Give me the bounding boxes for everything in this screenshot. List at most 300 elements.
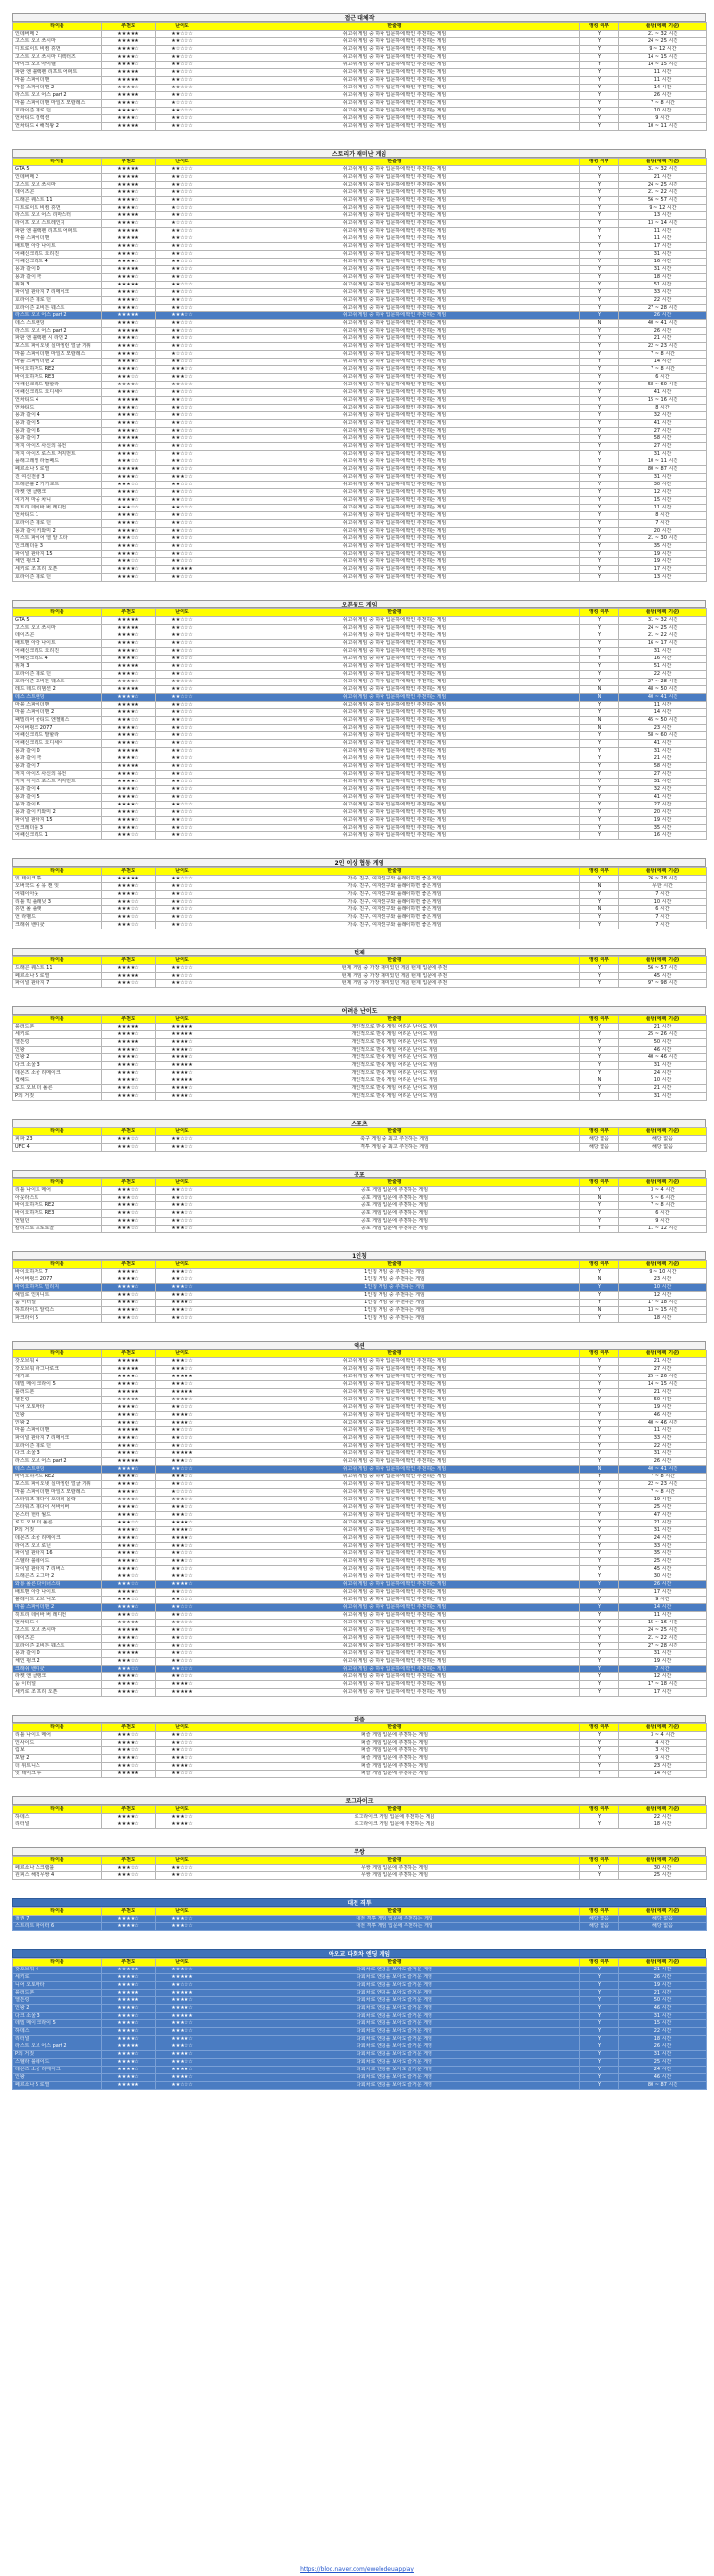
recommend-stars-cell: ★★★★★ bbox=[102, 1627, 156, 1635]
recommend-stars-cell: ★★★☆☆ bbox=[102, 1612, 156, 1620]
playtime-cell: 13 시간 bbox=[619, 212, 707, 220]
recommend-stars-cell: ★★★★☆ bbox=[102, 802, 156, 809]
difficulty-stars-cell: ★★☆☆☆ bbox=[156, 1673, 209, 1681]
difficulty-stars-cell: ★★☆☆☆ bbox=[156, 671, 209, 679]
recommend-stars-cell: ★★★★★ bbox=[102, 92, 156, 100]
table-row bbox=[13, 906, 707, 914]
table-row bbox=[13, 1031, 707, 1039]
playtime-cell: 21 시간 bbox=[619, 1990, 707, 1997]
game-title-cell: 용과 같이 5 bbox=[13, 420, 102, 428]
difficulty-stars-cell: ★★★☆☆ bbox=[156, 1916, 209, 1923]
ending-cell: Y bbox=[580, 1458, 619, 1466]
playtime-cell: 11 시간 bbox=[619, 505, 707, 512]
review-cell: 쉬고쉬 게임 중 하나 입문하에 딱인 추천하는 게임 bbox=[209, 1412, 580, 1420]
table-row bbox=[13, 1821, 707, 1829]
recommend-stars-cell: ★★★★☆ bbox=[102, 1497, 156, 1504]
ending-cell: Y bbox=[580, 289, 619, 297]
playtime-cell: 16 시간 bbox=[619, 832, 707, 840]
review-cell: 쉬고쉬 게임 중 하나 입문하에 딱인 추천하는 게임 bbox=[209, 1374, 580, 1381]
table-row bbox=[13, 1458, 707, 1466]
table-row bbox=[13, 1307, 707, 1315]
game-title-cell: 페르소나 5 로열 bbox=[13, 466, 102, 474]
game-title-cell: 림보 bbox=[13, 1747, 102, 1755]
review-cell: 퍼즐 게임 입문에 추천하는 게임 bbox=[209, 1771, 580, 1778]
ending-cell: Y bbox=[580, 671, 619, 679]
game-title-cell: 파이널 판타지 16 bbox=[13, 1550, 102, 1558]
review-cell: 쉬고쉬 게임 중 하나 입문하에 딱인 추천하는 게임 bbox=[209, 1435, 580, 1443]
game-title-cell: 칼리스토 프로토콜 bbox=[13, 1226, 102, 1233]
recommend-stars-cell: ★★★★☆ bbox=[102, 725, 156, 732]
review-cell: 개인적으로 반복 게임 어려운 난이도 게임 bbox=[209, 1024, 580, 1031]
section bbox=[12, 600, 706, 840]
game-title-cell: 용과 같이 5 bbox=[13, 794, 102, 802]
difficulty-stars-cell: ★★☆☆☆ bbox=[156, 123, 209, 131]
table-row bbox=[13, 1814, 707, 1821]
review-cell: 다회차로 엔딩을 보아도 즐거운 게임 bbox=[209, 2036, 580, 2043]
difficulty-stars-cell: ★★☆☆☆ bbox=[156, 466, 209, 474]
table-row bbox=[13, 1535, 707, 1543]
table-row bbox=[13, 1481, 707, 1489]
game-title-cell: 컵헤드 bbox=[13, 1077, 102, 1085]
column-header: 난이도 bbox=[156, 1350, 209, 1358]
recommend-stars-cell: ★★★★★ bbox=[102, 625, 156, 632]
recommend-stars-cell: ★★★★★ bbox=[102, 328, 156, 335]
recommend-stars-cell: ★★★☆☆ bbox=[102, 458, 156, 466]
table-row bbox=[13, 69, 707, 77]
recommend-stars-cell: ★★★★☆ bbox=[102, 1643, 156, 1650]
ending-cell: Y bbox=[580, 1412, 619, 1420]
difficulty-stars-cell: ★☆☆☆☆ bbox=[156, 100, 209, 108]
ending-cell: Y bbox=[580, 763, 619, 771]
playtime-cell: 24 ~ 25 시간 bbox=[619, 1627, 707, 1635]
section-title: 스포츠 bbox=[12, 1119, 706, 1127]
game-title-cell: 용과 같이 키와미 2 bbox=[13, 528, 102, 535]
difficulty-stars-cell: ★★☆☆☆ bbox=[156, 1481, 209, 1489]
recommend-stars-cell: ★★★☆☆ bbox=[102, 914, 156, 922]
difficulty-stars-cell: ★★☆☆☆ bbox=[156, 1658, 209, 1666]
playtime-cell: 17 시간 bbox=[619, 1689, 707, 1697]
review-cell: 쉬고쉬 게임 중 하나 입문하에 딱인 추천하는 게임 bbox=[209, 1466, 580, 1474]
difficulty-stars-cell: ★★☆☆☆ bbox=[156, 1195, 209, 1202]
table-row bbox=[13, 54, 707, 62]
game-title-cell: 배트맨 아캄 나이트 bbox=[13, 640, 102, 648]
game-title-cell: 호라이즌 제로 던 bbox=[13, 108, 102, 115]
playtime-cell: 15 ~ 16 시간 bbox=[619, 1620, 707, 1627]
ending-cell: N bbox=[580, 717, 619, 725]
review-cell: 쉬고쉬 게임 중 하나 입문하에 딱인 추천하는 게임 bbox=[209, 755, 580, 763]
difficulty-stars-cell: ★★★★☆ bbox=[156, 1527, 209, 1535]
difficulty-stars-cell: ★★★★☆ bbox=[156, 1054, 209, 1062]
game-title-cell: 고스트 오브 쓰시마 bbox=[13, 38, 102, 46]
review-cell: 쉬고쉬 게임 중 하나 입문하에 딱인 추천하는 게임 bbox=[209, 466, 580, 474]
playtime-cell: 31 시간 bbox=[619, 1527, 707, 1535]
ending-cell: Y bbox=[580, 166, 619, 174]
column-header: 타이틀 bbox=[13, 1128, 102, 1136]
difficulty-stars-cell: ★★☆☆☆ bbox=[156, 1627, 209, 1635]
review-cell: 개인적으로 반복 게임 어려운 난이도 게임 bbox=[209, 1085, 580, 1093]
difficulty-stars-cell: ★★☆☆☆ bbox=[156, 648, 209, 656]
table-row bbox=[13, 1620, 707, 1627]
game-title-cell: 다크 소울 3 bbox=[13, 1062, 102, 1070]
ending-cell: Y bbox=[580, 558, 619, 566]
ending-cell: Y bbox=[580, 740, 619, 748]
difficulty-stars-cell: ★★★☆☆ bbox=[156, 1558, 209, 1566]
review-cell: 쉬고쉬 게임 중 하나 입문하에 딱인 추천하는 게임 bbox=[209, 725, 580, 732]
game-title-cell: 어쌔신크리드 오디세이 bbox=[13, 389, 102, 397]
difficulty-stars-cell: ★★★☆☆ bbox=[156, 1814, 209, 1821]
playtime-cell: 7 ~ 8 시간 bbox=[619, 366, 707, 374]
recommend-stars-cell: ★★★★☆ bbox=[102, 1923, 156, 1931]
table-row bbox=[13, 1865, 707, 1872]
difficulty-stars-cell: ★★★☆☆ bbox=[156, 2059, 209, 2067]
footer-link[interactable]: https://blog.naver.com/ewelodeuapplay bbox=[300, 2566, 414, 2573]
ending-cell: Y bbox=[580, 1358, 619, 1366]
difficulty-stars-cell: ★★☆☆☆ bbox=[156, 794, 209, 802]
game-title-cell: 호라이즌 포비든 웨스트 bbox=[13, 1643, 102, 1650]
difficulty-stars-cell: ★★☆☆☆ bbox=[156, 389, 209, 397]
table-row bbox=[13, 558, 707, 566]
ending-cell: Y bbox=[580, 235, 619, 243]
game-title-cell: 파이널 판타지 15 bbox=[13, 817, 102, 825]
playtime-cell: 46 시간 bbox=[619, 2005, 707, 2013]
review-cell: 쉬고쉬 게임 중 하나 입문하에 딱인 추천하는 게임 bbox=[209, 1397, 580, 1404]
review-cell: 쉬고쉬 게임 중 하나 입문하에 딱인 추천하는 게임 bbox=[209, 566, 580, 574]
column-header: 영킹 여부 bbox=[580, 1016, 619, 1024]
ending-cell: Y bbox=[580, 1070, 619, 1077]
table-row bbox=[13, 2067, 707, 2074]
difficulty-stars-cell: ★★★★★ bbox=[156, 1974, 209, 1982]
table-row bbox=[13, 1054, 707, 1062]
game-title-cell: 휴먼 폴 플랫 bbox=[13, 906, 102, 914]
ending-cell: 해당 없음 bbox=[580, 1923, 619, 1931]
section-title: 접근 대체작 bbox=[12, 13, 706, 22]
difficulty-stars-cell: ★★☆☆☆ bbox=[156, 1666, 209, 1673]
difficulty-stars-cell: ★★★☆☆ bbox=[156, 1755, 209, 1763]
review-cell: 쉬고쉬 게임 중 하나 입문하에 딱인 추천하는 게임 bbox=[209, 1681, 580, 1689]
column-header: 추천도 bbox=[102, 1016, 156, 1024]
difficulty-stars-cell: ★★★☆☆ bbox=[156, 1497, 209, 1504]
difficulty-stars-cell: ★★☆☆☆ bbox=[156, 980, 209, 988]
game-title-cell: 바이오하자드 7 bbox=[13, 1269, 102, 1276]
playtime-cell: 18 시간 bbox=[619, 1821, 707, 1829]
difficulty-stars-cell: ★★☆☆☆ bbox=[156, 92, 209, 100]
recommend-stars-cell: ★★★★★ bbox=[102, 397, 156, 405]
ending-cell: Y bbox=[580, 786, 619, 794]
ending-cell: Y bbox=[580, 543, 619, 551]
difficulty-stars-cell: ★★☆☆☆ bbox=[156, 335, 209, 343]
table-row bbox=[13, 1269, 707, 1276]
ending-cell: Y bbox=[580, 1604, 619, 1612]
column-header: 플탐(에펙 기준) bbox=[619, 1261, 707, 1269]
playtime-cell: 31 시간 bbox=[619, 474, 707, 482]
playtime-cell: 23 시간 bbox=[619, 725, 707, 732]
ending-cell: 해당 없음 bbox=[580, 1144, 619, 1152]
difficulty-stars-cell: ★★☆☆☆ bbox=[156, 725, 209, 732]
playtime-cell: 27 시간 bbox=[619, 802, 707, 809]
playtime-cell: 31 시간 bbox=[619, 2013, 707, 2020]
ending-cell: Y bbox=[580, 512, 619, 520]
recommend-stars-cell: ★★★★☆ bbox=[102, 1269, 156, 1276]
difficulty-stars-cell: ★☆☆☆☆ bbox=[156, 220, 209, 228]
difficulty-stars-cell: ★★☆☆☆ bbox=[156, 574, 209, 582]
game-title-cell: 세키로 bbox=[13, 1974, 102, 1982]
table-row bbox=[13, 1443, 707, 1450]
table-row bbox=[13, 1916, 707, 1923]
review-cell: 개인적으로 반복 게임 어려운 난이도 게임 bbox=[209, 1047, 580, 1054]
playtime-cell: 45 시간 bbox=[619, 973, 707, 980]
playtime-cell: 46 시간 bbox=[619, 1412, 707, 1420]
game-title-cell: 세키로 조 프리 오픈 bbox=[13, 566, 102, 574]
table-row bbox=[13, 891, 707, 899]
ending-cell: Y bbox=[580, 1187, 619, 1195]
difficulty-stars-cell: ★★☆☆☆ bbox=[156, 891, 209, 899]
review-cell: 쉬고쉬 게임 중 하나 입문하에 딱인 추천하는 게임 bbox=[209, 535, 580, 543]
playtime-cell: 58 ~ 60 시간 bbox=[619, 732, 707, 740]
playtime-cell: 21 ~ 22 시간 bbox=[619, 189, 707, 197]
game-title-cell: 고스트 오브 쓰시마 디렉터즈 bbox=[13, 54, 102, 62]
review-cell: 대전 격투 게임 입문에 추천하는 게임 bbox=[209, 1916, 580, 1923]
review-cell: 다회차로 엔딩을 보아도 즐거운 게임 bbox=[209, 2059, 580, 2067]
playtime-cell: 31 시간 bbox=[619, 779, 707, 786]
game-title-cell: 스타워즈 제다이 서바이버 bbox=[13, 1504, 102, 1512]
table-row bbox=[13, 809, 707, 817]
game-title-cell: 라스트 오브 어스 part 2 bbox=[13, 2043, 102, 2051]
review-cell: 쉬고쉬 게임 중 하나 입문하에 딱인 추천하는 게임 bbox=[209, 382, 580, 389]
game-title-cell: 바이오하자드 RE3 bbox=[13, 1210, 102, 1218]
game-title-cell: 포스트 파이오넷 실마젤런 얼굴 가위 bbox=[13, 343, 102, 351]
playtime-cell: 31 시간 bbox=[619, 451, 707, 458]
table-row bbox=[13, 497, 707, 505]
difficulty-stars-cell: ★★★★☆ bbox=[156, 1300, 209, 1307]
difficulty-stars-cell: ★★☆☆☆ bbox=[156, 1982, 209, 1990]
game-title-cell: 세키로 bbox=[13, 1031, 102, 1039]
review-cell: 턴제 게임 중 가장 재미있던 게임 턴제 입문에 추천 bbox=[209, 980, 580, 988]
column-header: 추천도 bbox=[102, 1857, 156, 1865]
recommend-stars-cell: ★★★★★ bbox=[102, 466, 156, 474]
recommend-stars-cell: ★★★★☆ bbox=[102, 2028, 156, 2036]
review-cell: 격투 게임 중 최고 추천하는 게임 bbox=[209, 1144, 580, 1152]
difficulty-stars-cell: ★★★★★ bbox=[156, 1062, 209, 1070]
table-row bbox=[13, 235, 707, 243]
game-title-cell: 어쌔신크리드 1 bbox=[13, 832, 102, 840]
table-row bbox=[13, 1771, 707, 1778]
game-title-cell: 하프라이프 알릭스 bbox=[13, 1307, 102, 1315]
ending-cell: Y bbox=[580, 1558, 619, 1566]
difficulty-stars-cell: ★★☆☆☆ bbox=[156, 251, 209, 259]
section bbox=[12, 1796, 706, 1829]
playtime-cell: 3 시간 bbox=[619, 1747, 707, 1755]
ending-cell: Y bbox=[580, 802, 619, 809]
game-title-cell: 마블 스파이더맨 2 bbox=[13, 359, 102, 366]
playtime-cell: 20 시간 bbox=[619, 528, 707, 535]
ending-cell: Y bbox=[580, 1865, 619, 1872]
difficulty-stars-cell: ★★☆☆☆ bbox=[156, 832, 209, 840]
table-row bbox=[13, 197, 707, 205]
review-cell: 쉬고쉬 게임 중 하나 입문하에 딱인 추천하는 게임 bbox=[209, 1566, 580, 1573]
header-row bbox=[13, 957, 707, 965]
column-header: 플탐(에펙 기준) bbox=[619, 1128, 707, 1136]
playtime-cell: 11 시간 bbox=[619, 228, 707, 235]
game-title-cell: 여기저 마을 차니 bbox=[13, 497, 102, 505]
game-table bbox=[12, 1958, 707, 2090]
column-header: 영킹 여부 bbox=[580, 1857, 619, 1865]
recommend-stars-cell: ★★★★☆ bbox=[102, 1740, 156, 1747]
game-title-cell: 인크레더블 3 bbox=[13, 543, 102, 551]
game-title-cell: 갓오브워 4 bbox=[13, 1967, 102, 1974]
ending-cell: Y bbox=[580, 632, 619, 640]
recommend-stars-cell: ★★★★★ bbox=[102, 1967, 156, 1974]
game-table bbox=[12, 1350, 707, 1697]
game-title-cell: 니어 오토마타 bbox=[13, 1404, 102, 1412]
ending-cell: Y bbox=[580, 382, 619, 389]
game-title-cell: 데스 스트랜딩 bbox=[13, 694, 102, 702]
playtime-cell: 56 ~ 57 시간 bbox=[619, 197, 707, 205]
review-cell: 가족, 친구, 여자친구와 플레이하면 좋은 게임 bbox=[209, 899, 580, 906]
review-cell: 쉬고쉬 게임 중 하나 입문하에 딱인 추천하는 게임 bbox=[209, 1581, 580, 1589]
review-cell: 쉬고쉬 게임 중 하나 입문하에 딱인 추천하는 게임 bbox=[209, 420, 580, 428]
game-title-cell: 언틸던 bbox=[13, 1218, 102, 1226]
table-row bbox=[13, 1923, 707, 1931]
recommend-stars-cell: ★★★★★ bbox=[102, 763, 156, 771]
game-title-cell: 마블 스파이더맨 마일즈 모랄레스 bbox=[13, 351, 102, 359]
playtime-cell: 31 시간 bbox=[619, 1450, 707, 1458]
game-title-cell: 저지 아이즈 로스트 저지먼트 bbox=[13, 779, 102, 786]
column-header: 한줄평 bbox=[209, 159, 580, 166]
review-cell: 쉬고쉬 게임 중 하나 입문하에 딱인 추천하는 게임 bbox=[209, 443, 580, 451]
difficulty-stars-cell: ★★★★☆ bbox=[156, 1420, 209, 1427]
playtime-cell: 7 ~ 8 시간 bbox=[619, 1489, 707, 1497]
table-row bbox=[13, 1497, 707, 1504]
playtime-cell: 7 시간 bbox=[619, 922, 707, 929]
ending-cell: Y bbox=[580, 1771, 619, 1778]
ending-cell: Y bbox=[580, 1643, 619, 1650]
ending-cell: Y bbox=[580, 1085, 619, 1093]
ending-cell: Y bbox=[580, 359, 619, 366]
ending-cell: Y bbox=[580, 794, 619, 802]
game-title-cell: 배트맨 아캄 나이트 bbox=[13, 243, 102, 251]
playtime-cell: 35 시간 bbox=[619, 543, 707, 551]
playtime-cell: 35 시간 bbox=[619, 825, 707, 832]
review-cell: 쉬고쉬 게임 중 하나 입문하에 딱인 추천하는 게임 bbox=[209, 266, 580, 274]
section bbox=[12, 948, 706, 988]
difficulty-stars-cell: ★★☆☆☆ bbox=[156, 656, 209, 663]
table-row bbox=[13, 1520, 707, 1527]
review-cell: 쉬고쉬 게임 중 하나 입문하에 딱인 추천하는 게임 bbox=[209, 374, 580, 382]
game-title-cell: 리틀 빅 플래닛 3 bbox=[13, 899, 102, 906]
section bbox=[12, 1715, 706, 1778]
review-cell: 개인적으로 반복 게임 어려운 난이도 게임 bbox=[209, 1054, 580, 1062]
recommend-stars-cell: ★★★★☆ bbox=[102, 1681, 156, 1689]
game-title-cell: 파판 엔 블랙펜 리프트 어퍼트 bbox=[13, 69, 102, 77]
ending-cell: Y bbox=[580, 1226, 619, 1233]
difficulty-stars-cell: ★★☆☆☆ bbox=[156, 235, 209, 243]
ending-cell: Y bbox=[580, 343, 619, 351]
recommend-stars-cell: ★★★★☆ bbox=[102, 656, 156, 663]
header-row bbox=[13, 159, 707, 166]
game-title-cell: 어쌔신크리드 발할라 bbox=[13, 382, 102, 389]
difficulty-stars-cell: ★★★☆☆ bbox=[156, 1226, 209, 1233]
game-title-cell: 어쌔신크리드 오리진 bbox=[13, 251, 102, 259]
difficulty-stars-cell: ★★☆☆☆ bbox=[156, 1589, 209, 1597]
difficulty-stars-cell: ★★★☆☆ bbox=[156, 1512, 209, 1520]
playtime-cell: 33 시간 bbox=[619, 289, 707, 297]
column-header: 추천도 bbox=[102, 23, 156, 31]
table-row bbox=[13, 748, 707, 755]
playtime-cell: 14 ~ 15 시간 bbox=[619, 1381, 707, 1389]
column-header: 영킹 여부 bbox=[580, 23, 619, 31]
review-cell: 다회차로 엔딩을 보아도 즐거운 게임 bbox=[209, 2043, 580, 2051]
difficulty-stars-cell: ★★☆☆☆ bbox=[156, 543, 209, 551]
table-row bbox=[13, 2005, 707, 2013]
ending-cell: N bbox=[580, 725, 619, 732]
recommend-stars-cell: ★★★★★ bbox=[102, 617, 156, 625]
recommend-stars-cell: ★★★★☆ bbox=[102, 443, 156, 451]
recommend-stars-cell: ★★★★☆ bbox=[102, 2013, 156, 2020]
difficulty-stars-cell: ★★☆☆☆ bbox=[156, 771, 209, 779]
playtime-cell: 22 시간 bbox=[619, 1443, 707, 1450]
difficulty-stars-cell: ★★☆☆☆ bbox=[156, 69, 209, 77]
difficulty-stars-cell: ★★★★☆ bbox=[156, 1535, 209, 1543]
difficulty-stars-cell: ★★☆☆☆ bbox=[156, 282, 209, 289]
difficulty-stars-cell: ★★☆☆☆ bbox=[156, 717, 209, 725]
game-title-cell: 마블 스파이더맨 bbox=[13, 702, 102, 709]
playtime-cell: 23 시간 bbox=[619, 1763, 707, 1771]
playtime-cell: 30 시간 bbox=[619, 482, 707, 489]
review-cell: 다회차로 엔딩을 보아도 즐거운 게임 bbox=[209, 2020, 580, 2028]
review-cell: 쉬고쉬 게임 중 하나 입문하에 딱인 추천하는 게임 bbox=[209, 505, 580, 512]
review-cell: 쉬고쉬 게임 중 하나 입문하에 딱인 추천하는 게임 bbox=[209, 1666, 580, 1673]
recommend-stars-cell: ★★★★☆ bbox=[102, 243, 156, 251]
playtime-cell: 27 시간 bbox=[619, 428, 707, 435]
column-header: 추천도 bbox=[102, 1179, 156, 1187]
review-cell: 쉬고쉬 게임 중 하나 입문하에 딱인 추천하는 게임 bbox=[209, 1612, 580, 1620]
game-title-cell: 하데스 bbox=[13, 1814, 102, 1821]
game-title-cell: 엘든링 bbox=[13, 1039, 102, 1047]
recommend-stars-cell: ★★★☆☆ bbox=[102, 1292, 156, 1300]
difficulty-stars-cell: ★★★☆☆ bbox=[156, 1573, 209, 1581]
review-cell: 쉬고쉬 게임 중 하나 입문하에 딱인 추천하는 게임 bbox=[209, 520, 580, 528]
ending-cell: Y bbox=[580, 1627, 619, 1635]
review-cell: 쉬고쉬 게임 중 하나 입문하에 딱인 추천하는 게임 bbox=[209, 1604, 580, 1612]
game-title-cell: 용과 같이 7 bbox=[13, 435, 102, 443]
ending-cell: Y bbox=[580, 405, 619, 412]
game-title-cell: 어웨이아웃 bbox=[13, 891, 102, 899]
recommend-stars-cell: ★★★★☆ bbox=[102, 412, 156, 420]
table-row bbox=[13, 1374, 707, 1381]
difficulty-stars-cell: ★★☆☆☆ bbox=[156, 1276, 209, 1284]
playtime-cell: 40 ~ 41 시간 bbox=[619, 694, 707, 702]
game-title-cell: 레드 데드 리뎀션 2 bbox=[13, 686, 102, 694]
playtime-cell: 26 시간 bbox=[619, 1458, 707, 1466]
review-cell: 쉬고쉬 게임 중 하나 입문하에 딱인 추천하는 게임 bbox=[209, 1381, 580, 1389]
playtime-cell: 31 ~ 32 시간 bbox=[619, 166, 707, 174]
game-title-cell: 잇 테이크 투 bbox=[13, 1771, 102, 1778]
review-cell: 쉬고쉬 게임 중 하나 입문하에 딱인 추천하는 게임 bbox=[209, 694, 580, 702]
game-title-cell: 데이즈곤 bbox=[13, 632, 102, 640]
review-cell: 쉬고쉬 게임 중 하나 입문하에 딱인 추천하는 게임 bbox=[209, 92, 580, 100]
playtime-cell: 80 ~ 87 시간 bbox=[619, 2082, 707, 2090]
recommend-stars-cell: ★★★★☆ bbox=[102, 1821, 156, 1829]
table-row bbox=[13, 899, 707, 906]
game-title-cell: 언챠티드 bbox=[13, 405, 102, 412]
recommend-stars-cell: ★★★★☆ bbox=[102, 1604, 156, 1612]
review-cell: 다회차로 엔딩을 보아도 즐거운 게임 bbox=[209, 1990, 580, 1997]
review-cell: 쉬고쉬 게임 중 하나 입문하에 딱인 추천하는 게임 bbox=[209, 189, 580, 197]
table-row bbox=[13, 205, 707, 212]
ending-cell: Y bbox=[580, 1673, 619, 1681]
table-row bbox=[13, 656, 707, 663]
review-cell: 공포 게임 입문에 추천하는 게임 bbox=[209, 1202, 580, 1210]
